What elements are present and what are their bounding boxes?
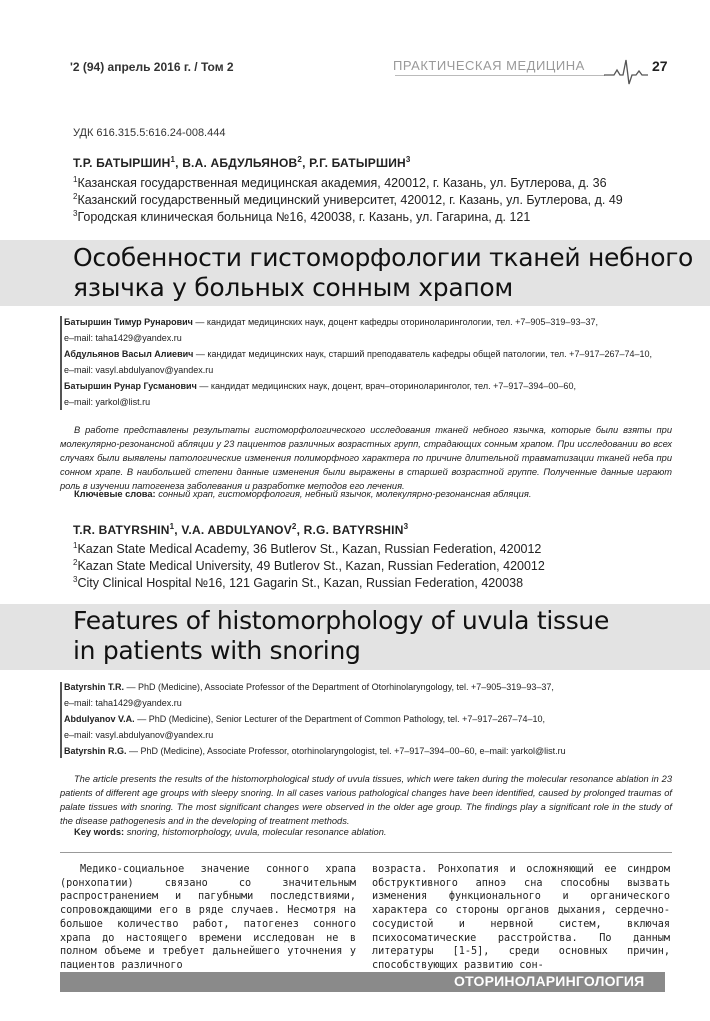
info-name: Батыршин Рунар Гусманович xyxy=(64,381,197,391)
info-name: Abdulyanov V.A. xyxy=(64,714,135,724)
ru-author-info xyxy=(64,346,652,362)
keywords-text: сонный храп, гистоморфология, небный язычок, молекулярно-резонансная абляция. xyxy=(155,489,532,499)
title-line: Features of histomorphology of uvula tissue xyxy=(73,606,610,635)
udk-code: УДК 616.315.5:616.24-008.444 xyxy=(73,127,226,139)
en-author-info xyxy=(64,679,554,695)
info-text: — кандидат медицинских наук, старший преподаватель кафедры общей патологии, тел. +7–917–267–74–10, xyxy=(193,349,653,359)
en-keywords xyxy=(74,827,386,837)
ru-affiliation xyxy=(73,175,607,190)
aff-text: Городская клиническая больница №16, 420038, г. Казань, ул. Гагарина, д. 121 xyxy=(77,210,531,225)
en-author-info xyxy=(64,727,213,743)
title-line: in patients with snoring xyxy=(73,636,361,665)
ru-keywords xyxy=(74,489,531,499)
en-title xyxy=(73,606,609,666)
info-name: Батыршин Тимур Рунарович xyxy=(64,317,193,327)
info-text: — PhD (Medicine), Senior Lecturer of the Department of Common Pathology, tel. +7–917–267–74–10, xyxy=(134,714,546,724)
ru-author-info xyxy=(64,362,213,378)
en-author-info xyxy=(64,695,182,711)
author-name: Р.Г. БАТЫРШИН xyxy=(309,156,406,170)
ru-author-info xyxy=(64,378,576,394)
info-text: e–mail: yarkol@list.ru xyxy=(64,397,151,407)
section-label: ОТОРИНОЛАРИНГОЛОГИЯ xyxy=(454,973,645,989)
issue-label: '2 (94) апрель 2016 г. / Том 2 xyxy=(70,60,234,74)
title-line: Особенности гистоморфологии тканей небного xyxy=(73,243,694,272)
ru-author-info xyxy=(64,330,182,346)
aff-sup: 2 xyxy=(73,558,78,567)
journal-name: ПРАКТИЧЕСКАЯ МЕДИЦИНА xyxy=(393,58,585,73)
ru-author-info xyxy=(64,314,598,330)
author-sup: 3 xyxy=(405,155,411,164)
aff-sup: 2 xyxy=(73,192,78,201)
en-affiliation xyxy=(73,541,541,556)
title-line: язычка у больных сонным храпом xyxy=(73,273,513,302)
aff-sup: 1 xyxy=(73,175,78,184)
info-name: Batyrshin T.R. xyxy=(64,682,125,692)
aff-sup: 3 xyxy=(73,209,78,218)
info-name: Batyrshin R.G. xyxy=(64,746,127,756)
keywords-label: Key words: xyxy=(74,827,125,837)
aff-sup: 3 xyxy=(73,575,78,584)
abstract-text: The article presents the results of the histomorphological study of uvula tissues, which were taken during the molecular resonance ablation in 23 patients of different age groups with sleepy snoring. In all cases various pathological changes have been identified, caused by prolonged traumas of palate tissues with snoring. The most significant changes were observed in the older age group. The findings play a significant role in the study of the disease pathogenesis and in the developing of treatment methods. xyxy=(60,774,672,826)
section-divider xyxy=(60,852,672,853)
author-name: В.А. АБДУЛЬЯНОВ xyxy=(182,156,298,170)
info-text: — PhD (Medicine), Associate Professor of the Department of Otorhinolaryngology, tel. +7–905–319–93–37, xyxy=(124,682,554,692)
info-text: — PhD (Medicine), Associate Professor, otorhinolaryngologist, tel. +7–917–394–00–60, e–mail: yarkol@list.ru xyxy=(126,746,566,756)
ru-title xyxy=(73,243,693,303)
ecg-icon xyxy=(604,56,648,86)
author-name: T.R. BATYRSHIN xyxy=(73,523,170,537)
info-text: e–mail: vasyl.abdulyanov@yandex.ru xyxy=(64,730,214,740)
author-sup: 2 xyxy=(297,155,303,164)
en-author-info xyxy=(64,711,545,727)
header-rule xyxy=(395,75,605,76)
ru-affiliation xyxy=(73,192,623,207)
page-number: 27 xyxy=(652,58,668,74)
author-name: R.G. BATYRSHIN xyxy=(303,523,404,537)
author-sup: 2 xyxy=(291,522,297,531)
ru-affiliation xyxy=(73,209,530,224)
aff-sup: 1 xyxy=(73,541,78,550)
keywords-text: snoring, histomorphology, uvula, molecular resonance ablation. xyxy=(124,827,387,837)
ru-abstract xyxy=(60,423,672,493)
body-column-right: возраста. Ронхопатия и осложняющий ее синдром обструктивного апноэ сна способны вызвать изменения функционального и органического характера со стороны органов дыхания, сердечно-сосудистой и нервной систем, включая психосоматические расстройства. По данным литературы [1-5], среди основных причин, способствующих развитию сон- xyxy=(372,864,670,971)
keywords-label: Ключевые слова: xyxy=(74,489,156,499)
info-text: — кандидат медицинских наук, доцент кафедры оториноларингологии, тел. +7–905–319–93–37, xyxy=(192,317,598,327)
ru-authors: Т.Р. БАТЫРШИН$^1$, В.А. АБДУЛЬЯНОВ$^2$, Р.Г. БАТЫРШИН$^3$ xyxy=(73,155,411,170)
en-affiliation xyxy=(73,575,523,590)
abstract-text: В работе представлены результаты гистоморфологического исследования тканей небного язычка, которые были взяты при молекулярно-резонансной абляции у 23 пациентов различных возрастных групп, страдающих сонным храпом. При исследовании во всех случаях были выявлены патологические изменения полиморфного характера по причине длительной травматизации тканей неба при сонном храпе. В наибольшей степени данные изменения были выражены в старшей возрастной группе. Полученные данные играют роль в изучении патогенеза заболевания и разработке методов его лечения. xyxy=(60,425,672,491)
info-text: — кандидат медицинских наук, доцент, врач–оториноларинголог, тел. +7–917–394–00–60, xyxy=(196,381,576,391)
en-authors: T.R. BATYRSHIN$^1$, V.A. ABDULYANOV$^2$, R.G. BATYRSHIN$^3$ xyxy=(73,522,409,537)
author-sup: 3 xyxy=(403,522,409,531)
aff-text: Казанская государственная медицинская академия, 420012, г. Казань, ул. Бутлерова, д. 36 xyxy=(77,176,607,191)
info-text: e–mail: vasyl.abdulyanov@yandex.ru xyxy=(64,365,214,375)
body-column-left: Медико-социальное значение сонного храпа (ронхопатии) связано со значительным распространением и пагубными последствиями, сопровождающими его в ряде случаев. Несмотря на большое количество работ, патогенез сонного храпа до настоящего времени исследован не в полном объеме и требует дальнейшего уточнения у пациентов различного xyxy=(60,864,356,971)
author-sup: 1 xyxy=(169,522,175,531)
aff-text: Kazan State Medical University, 49 Butlerov St., Kazan, Russian Federation, 420012 xyxy=(77,559,545,574)
info-rule xyxy=(60,316,62,410)
info-text: e–mail: taha1429@yandex.ru xyxy=(64,333,182,343)
aff-text: Казанский государственный медицинский университет, 420012, г. Казань, ул. Бутлерова, д. 49 xyxy=(77,193,623,208)
info-rule xyxy=(60,682,62,758)
en-abstract xyxy=(60,772,672,828)
author-name: Т.Р. БАТЫРШИН xyxy=(73,156,171,170)
ru-author-info xyxy=(64,394,150,410)
author-name: V.A. ABDULYANOV xyxy=(181,523,292,537)
info-text: e–mail: taha1429@yandex.ru xyxy=(64,698,182,708)
author-sup: 1 xyxy=(170,155,176,164)
en-affiliation xyxy=(73,558,545,573)
aff-text: City Clinical Hospital №16, 121 Gagarin St., Kazan, Russian Federation, 420038 xyxy=(77,576,524,591)
info-name: Абдульянов Васыл Алиевич xyxy=(64,349,194,359)
en-author-info xyxy=(64,743,566,759)
aff-text: Kazan State Medical Academy, 36 Butlerov St., Kazan, Russian Federation, 420012 xyxy=(77,542,542,557)
